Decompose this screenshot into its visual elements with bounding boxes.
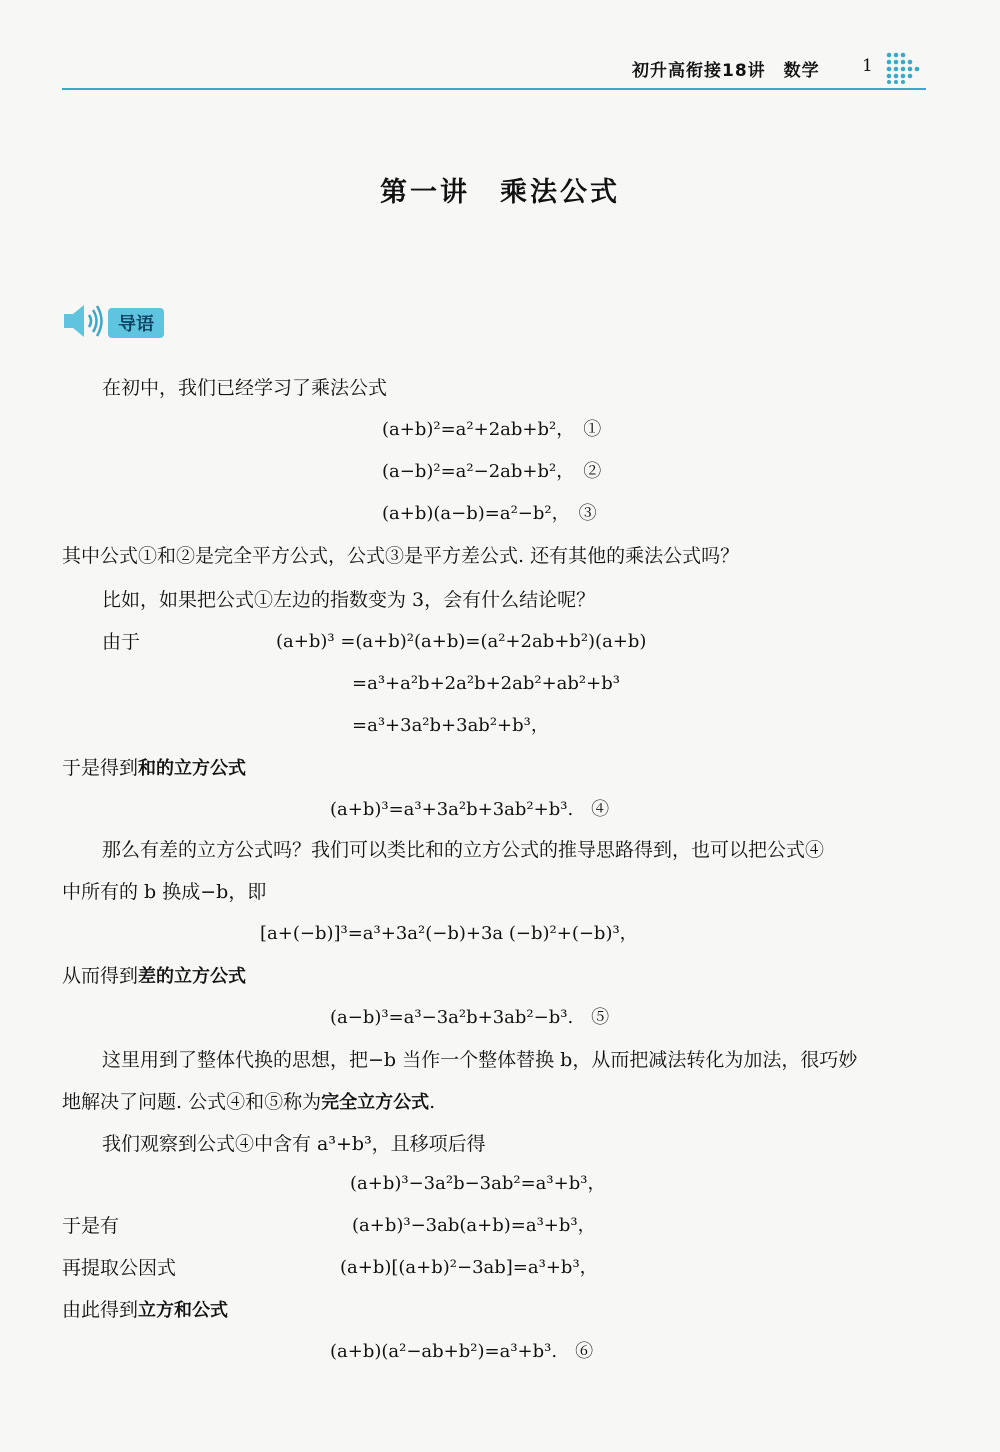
paragraph: 中所有的 b 换成−b，即 xyxy=(62,881,267,903)
text-run: 地解决了问题. 公式④和⑤称为 xyxy=(62,1091,322,1113)
intro-label: 导语 xyxy=(108,308,164,338)
text-run: 由此得到 xyxy=(62,1299,139,1321)
paragraph xyxy=(62,754,246,783)
dot-grid-icon xyxy=(884,50,924,84)
paragraph-lead: 于是有 xyxy=(62,1215,120,1237)
lesson-title: 第一讲 乘法公式 xyxy=(380,177,620,208)
formula-common-factor: (a+b)[(a+b)²−3ab]=a³+b³， xyxy=(340,1257,598,1278)
derivation-line-3: =a³+3a²b+3ab²+b³， xyxy=(352,715,549,736)
formula-3: (a+b)(a−b)=a²−b²， ③ xyxy=(382,503,597,524)
text-run: 于是得到 xyxy=(62,757,139,779)
paragraph: 在初中，我们已经学习了乘法公式 xyxy=(102,377,388,399)
formula-factored: (a+b)³−3ab(a+b)=a³+b³， xyxy=(352,1215,596,1236)
paragraph: 我们观察到公式④中含有 a³+b³，且移项后得 xyxy=(102,1133,486,1155)
page-number: 1 xyxy=(862,56,873,76)
formula-1: (a+b)²=a²+2ab+b²， ① xyxy=(382,419,602,440)
paragraph xyxy=(62,1088,435,1117)
term-highlight: 差的立方公式 xyxy=(138,966,247,987)
formula-substitution: [a+(−b)]³=a³+3a²(−b)+3a (−b)²+(−b)³， xyxy=(260,923,638,944)
paragraph: 那么有差的立方公式吗？我们可以类比和的立方公式的推导思路得到，也可以把公式④ xyxy=(102,839,825,861)
derivation-line-2: =a³+a²b+2a²b+2ab²+ab²+b³ xyxy=(352,673,620,694)
formula-5: (a−b)³=a³−3a²b+3ab²−b³. ⑤ xyxy=(330,1007,610,1028)
speaker-icon xyxy=(62,302,106,340)
text-run: . xyxy=(429,1091,436,1113)
paragraph xyxy=(62,962,246,991)
header-rule xyxy=(62,88,926,90)
paragraph xyxy=(62,1296,228,1325)
paragraph: 比如，如果把公式①左边的指数变为 3，会有什么结论呢？ xyxy=(102,589,596,611)
formula-rearranged: (a+b)³−3a²b−3ab²=a³+b³， xyxy=(350,1173,606,1194)
paragraph-lead: 由于 xyxy=(102,631,141,653)
paragraph-lead: 再提取公因式 xyxy=(62,1257,177,1279)
paragraph: 其中公式①和②是完全平方公式，公式③是平方差公式. 还有其他的乘法公式吗？ xyxy=(62,545,740,567)
intro-section-header xyxy=(62,300,182,342)
derivation-line-1: (a+b)³ =(a+b)²(a+b)=(a²+2ab+b²)(a+b) xyxy=(276,631,647,652)
text-run: 从而得到 xyxy=(62,965,139,987)
running-header xyxy=(632,56,820,81)
term-highlight: 和的立方公式 xyxy=(138,758,247,779)
formula-4: (a+b)³=a³+3a²b+3ab²+b³. ④ xyxy=(330,799,610,820)
subject: 数学 xyxy=(783,61,820,81)
formula-6: (a+b)(a²−ab+b²)=a³+b³. ⑥ xyxy=(330,1341,594,1362)
term-highlight: 完全立方公式 xyxy=(321,1092,430,1113)
formula-2: (a−b)²=a²−2ab+b²， ② xyxy=(382,461,602,482)
book-title: 初升高衔接18讲 xyxy=(632,61,766,81)
term-highlight: 立方和公式 xyxy=(138,1300,229,1321)
paragraph: 这里用到了整体代换的思想，把−b 当作一个整体替换 b，从而把减法转化为加法，很巧妙 xyxy=(102,1049,858,1071)
